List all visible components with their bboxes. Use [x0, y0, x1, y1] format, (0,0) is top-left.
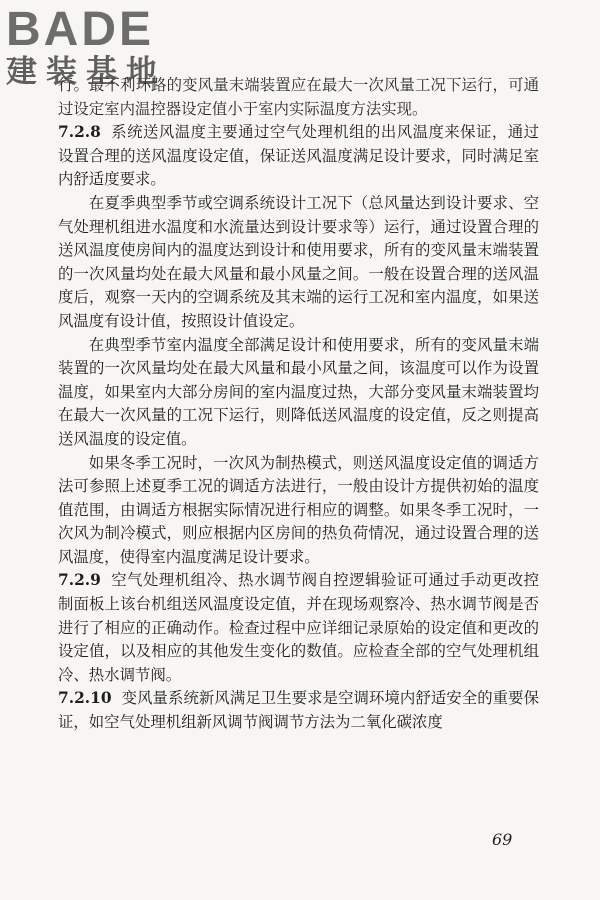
section-number: 7.2.9	[58, 571, 101, 590]
section-7-2-9	[58, 569, 539, 687]
section-7-2-8	[58, 121, 539, 192]
paragraph: 在典型季节室内温度全部满足设计和使用要求，所有的变风量末端装置的一次风量均处在最大风量和最小风量之间，该温度可以作为设置温度，如果室内大部分房间的室内温度过热，大部分变风量末端装置均在最大一次风量的工况下运行，则降低送风温度的设定值，反之则提高送风温度的设定值。	[58, 335, 539, 448]
site-logo	[6, 4, 166, 90]
section-7-2-10	[58, 687, 539, 734]
page-body	[58, 74, 539, 735]
continued-paragraph: 行。最不利环路的变风量末端装置应在最大一次风量工况下运行，可通过设定室内温控器设定值小于室内实际温度方法实现。	[58, 76, 539, 118]
logo-wordmark: BADE	[6, 3, 155, 56]
section-number: 7.2.8	[58, 123, 101, 142]
section-text: 变风量系统新风满足卫生要求是空调环境内舒适安全的重要保证，如空气处理机组新风调节阀调节方法为二氧化碳浓度	[58, 689, 539, 732]
page-number: 69	[492, 830, 513, 849]
section-number: 7.2.10	[58, 689, 112, 708]
section-text: 系统送风温度主要通过空气处理机组的出风温度来保证，通过设置合理的送风温度设定值，保证送风温度满足设计要求，同时满足室内舒适度要求。	[58, 123, 539, 189]
logo-subtitle: 建装基地	[6, 54, 166, 90]
paragraph: 如果冬季工况时，一次风为制热模式，则送风温度设定值的调适方法可参照上述夏季工况的调适方法进行，一般由设计方提供初始的温度值范围，由调适方根据实际情况进行相应的调整。如果冬季工况时，一次风为制冷模式，则应根据内区房间的热负荷情况，通过设置合理的送风温度，使得室内温度满足设计要求。	[58, 453, 539, 566]
section-text: 空气处理机组冷、热水调节阀自控逻辑验证可通过手动更改控制面板上该台机组送风温度设定值，并在现场观察冷、热水调节阀是否进行了相应的正确动作。检查过程中应详细记录原始的设定值和更改的设定值，以及相应的其他发生变化的数值。应检查全部的空气处理机组冷、热水调节阀。	[58, 571, 539, 684]
paragraph: 在夏季典型季节或空调系统设计工况下（总风量达到设计要求、空气处理机组进水温度和水流量达到设计要求等）运行，通过设置合理的送风温度使房间内的温度达到设计和使用要求，所有的变风量末端装置的一次风量均处在最大风量和最小风量之间。一般在设置合理的送风温度后，观察一天内的空调系统及其末端的运行工况和室内温度，如果送风温度有设计值，按照设计值设定。	[58, 193, 539, 330]
